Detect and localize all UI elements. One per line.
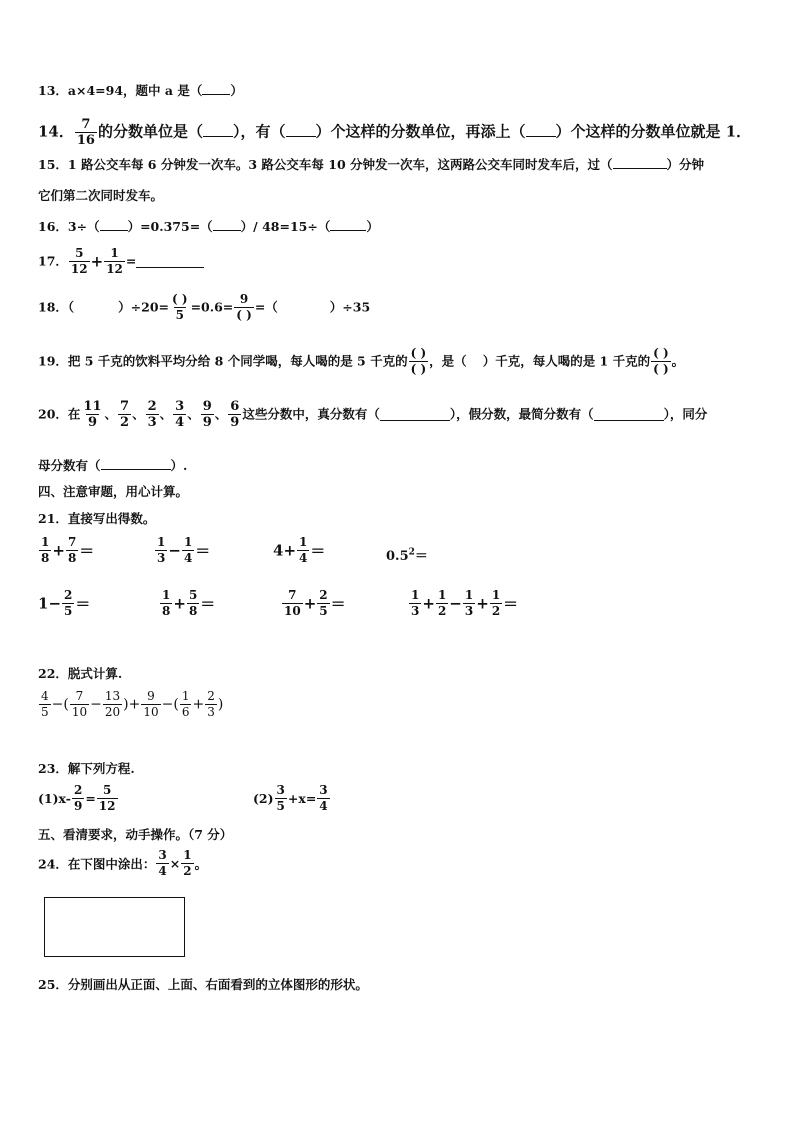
q22-expression: $\frac{4}{5}$ −( $\frac{7}{10}$ − $\frac{13}{20}$ )+ $\frac{9}{10}$ −( $\frac{1}{6}$ + $\frac{2}{3}$ ): [41, 689, 224, 719]
q13-body: a×4=94，题中 a 是（: [67, 83, 203, 98]
q20-fraction-4: $\frac{3}{4}$: [175, 399, 185, 430]
shading-rectangle[interactable]: [44, 897, 185, 957]
q14-blank-1[interactable]: [203, 125, 233, 137]
q20-separator: 、: [104, 406, 118, 422]
question-23-title: 23．解下列方程.: [38, 761, 135, 776]
q20-blank-2[interactable]: [594, 409, 664, 421]
question-24: 24．在下图中涂出： $\frac{3}{4}$ × $\frac{1}{2}$ 。: [38, 848, 208, 878]
q19-fraction-1[interactable]: ( ) ( ): [410, 346, 427, 376]
question-20-line2: 母分数有（ ）.: [38, 458, 188, 473]
q20-fraction-3: $\frac{2}{3}$: [147, 399, 157, 430]
section-5-heading: 五、看清要求，动手操作。（7 分）: [38, 827, 233, 842]
q14-fraction: $\frac{7}{16}$: [76, 117, 95, 148]
q21-expr-r1-2: $\frac{1}{3}$ − $\frac{1}{4}$ ＝: [157, 535, 211, 565]
q16-blank-3[interactable]: [330, 219, 366, 231]
q14-blank-2[interactable]: [286, 125, 316, 137]
q21-expr-r2-2: $\frac{1}{8}$ + $\frac{5}{8}$ ＝: [162, 588, 216, 618]
question-18: 18．（ ）÷20= ( ) 5 =0.6= 9 ( ) =（ ）÷35: [38, 292, 371, 322]
q20-blank-3[interactable]: [101, 458, 171, 470]
q20-fraction-1: $\frac{11}{9}$: [83, 399, 102, 430]
q23-equation-2: (2) $\frac{3}{5}$ +x= $\frac{3}{4}$: [253, 783, 328, 813]
q20-fraction-2: $\frac{7}{2}$: [120, 399, 130, 430]
q17-blank[interactable]: [136, 256, 204, 268]
q13-blank[interactable]: [202, 83, 230, 95]
section-4-heading: 四、注意审题，用心计算。: [38, 484, 189, 499]
question-15: 15．1 路公交车每 6 分钟发一次车。3 路公交车每 10 分钟发一次车，这两路公交车同时发车后，过（ ）分钟: [38, 157, 705, 172]
q20-separator: 、: [187, 406, 200, 422]
question-15-line2: 它们第二次同时发车。: [38, 188, 164, 203]
q21-expr-r2-4: $\frac{1}{3}$ + $\frac{1}{2}$ − $\frac{1}{3}$ + $\frac{1}{2}$ ＝: [411, 588, 519, 618]
q17-fraction-b: $\frac{1}{12}$: [106, 246, 123, 276]
question-22-title: 22．脱式计算.: [38, 666, 123, 681]
q20-separator: 、: [132, 406, 145, 422]
q20-fraction-5: $\frac{9}{9}$: [202, 399, 212, 430]
question-14: 14． $\frac{7}{16}$ 的分数单位是（ ），有（ ）个这样的分数单位，再添上（ ）个这样的分数单位就是 1．: [38, 117, 752, 148]
q14-blank-3[interactable]: [526, 125, 556, 137]
q20-blank-1[interactable]: [380, 409, 450, 421]
q21-expr-r1-3: 4+ $\frac{1}{4}$ ＝: [273, 535, 326, 565]
question-13: 13．a×4=94，题中 a 是（ ）: [38, 83, 243, 98]
q19-fraction-2[interactable]: ( ) ( ): [653, 346, 669, 376]
q20-separator: 、: [159, 406, 173, 422]
question-19: 19．把 5 千克的饮料平均分给 8 个同学喝，每人喝的是 5 千克的 ( ) ( ) ，是（ ）千克，每人喝的是 1 千克的 ( ) ( ) 。: [38, 346, 685, 376]
question-16: 16．3÷（ ）=0.375=（ ）/ 48=15÷（ ）: [38, 219, 379, 234]
question-17: 17． $\frac{5}{12}$ + $\frac{1}{12}$ =: [38, 247, 204, 276]
q21-expr-r2-1: 1− $\frac{2}{5}$ ＝: [38, 588, 91, 618]
q20-separator: 、: [214, 406, 228, 422]
q18-fraction-2[interactable]: 9 ( ): [236, 292, 252, 322]
q21-expr-r2-3: $\frac{7}{10}$ + $\frac{2}{5}$ ＝: [284, 588, 346, 618]
q21-expr-r1-4: $0.5^2=$: [386, 547, 428, 564]
q17-fraction-a: $\frac{5}{12}$: [70, 246, 88, 276]
q21-expr-r1-1: $\frac{1}{8}$ + $\frac{7}{8}$ ＝: [41, 535, 95, 565]
q13-text: 13．: [38, 83, 68, 98]
q15-blank[interactable]: [613, 157, 667, 169]
q20-fraction-list: [80, 399, 242, 430]
question-21-title: 21．直接写出得数。: [38, 511, 156, 526]
q20-fraction-6: $\frac{6}{9}$: [230, 399, 240, 430]
q18-fraction-1[interactable]: ( ) 5: [172, 292, 188, 322]
question-25: 25．分别画出从正面、上面、右面看到的立体图形的形状。: [38, 977, 368, 992]
question-20: 20．在 $\frac{11}{9}$ 、 $\frac{7}{2}$ 、 $\frac{2}{3}$ 、 $\frac{3}{4}$ 、 $\frac{9}{9}$ 、 $\frac{6}{9}$ 这些分数中，真分数有（ ），假分数，最简分数有（ ），同分: [38, 399, 708, 430]
q23-equation-1: (1)x- $\frac{2}{9}$ = $\frac{5}{12}$: [38, 783, 116, 813]
q16-blank-2[interactable]: [213, 219, 241, 231]
q16-blank-1[interactable]: [100, 219, 128, 231]
